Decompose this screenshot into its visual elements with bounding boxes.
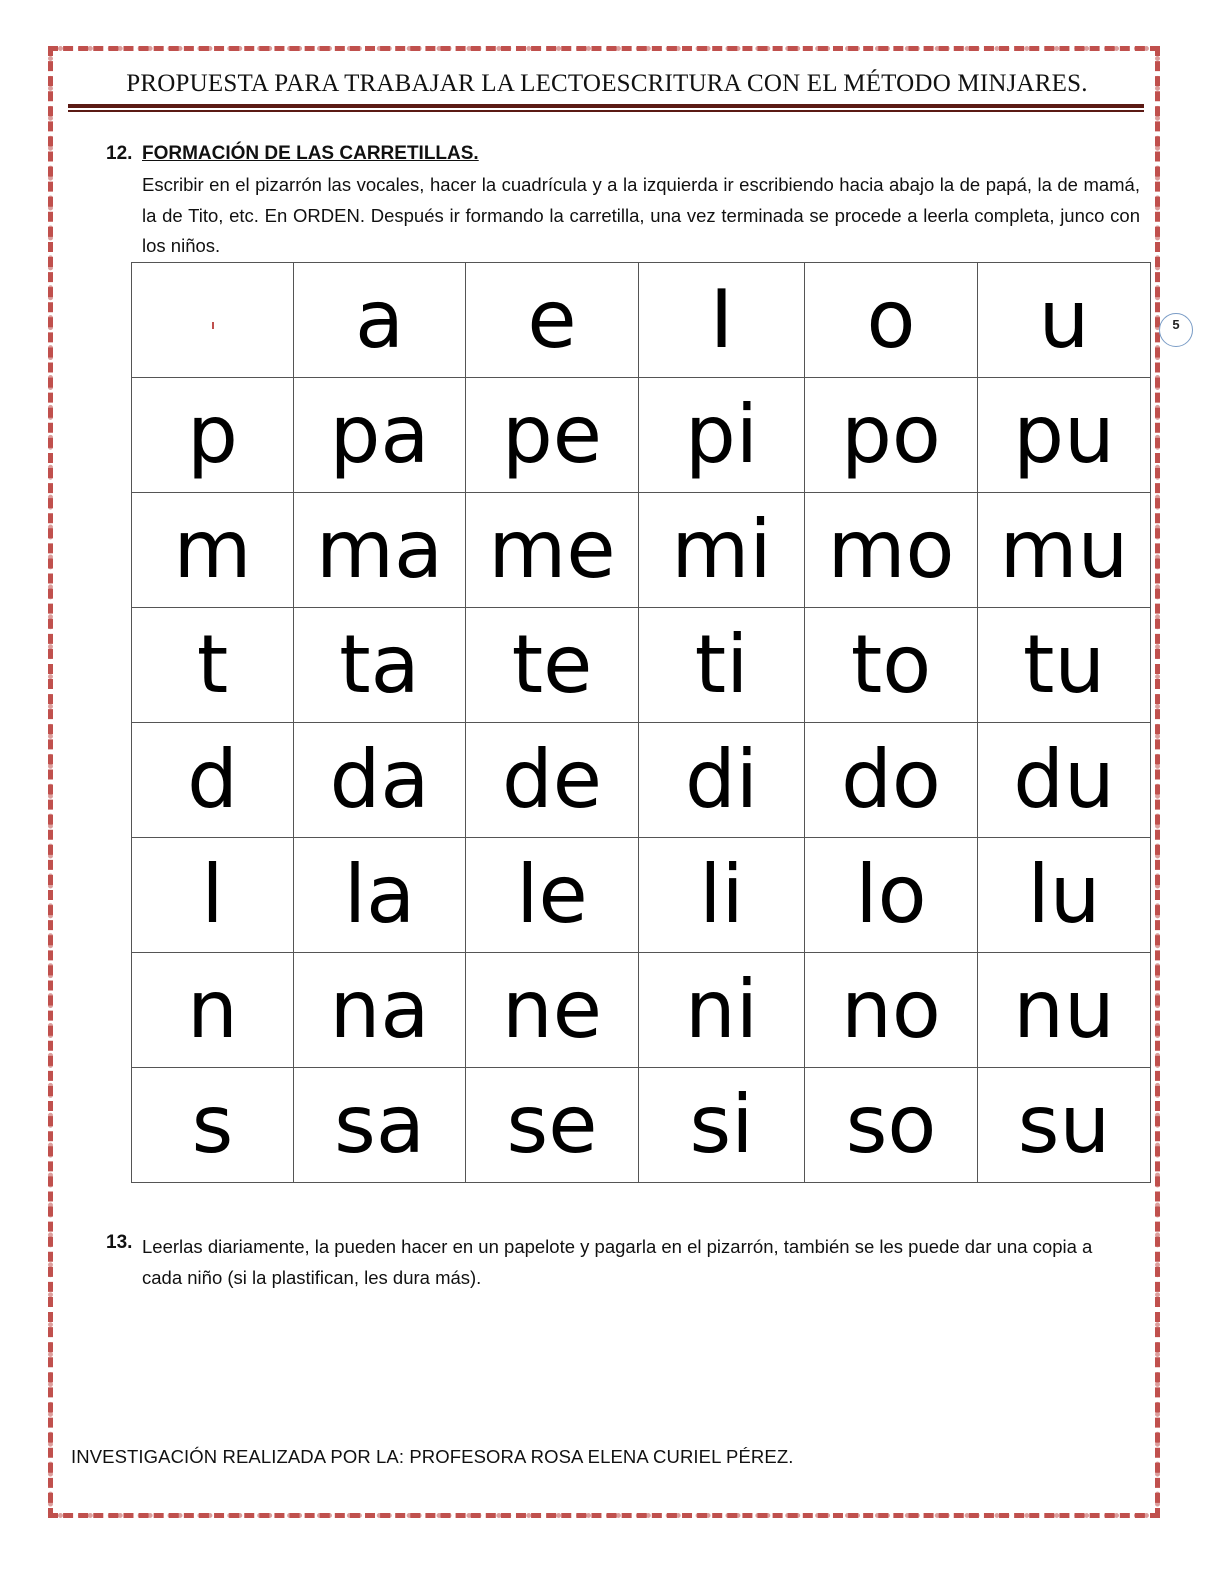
table-corner-cell <box>132 263 294 378</box>
section-12-body: Escribir en el pizarrón las vocales, hacer la cuadrícula y a la izquierda ir escribiendo hacia abajo la de papá, la de mamá, la de Tito, etc. En ORDEN. Después ir formando la carretilla, una vez terminada se procede a leerla completa, junco con los niños. <box>142 174 1140 256</box>
vowel-header-cell: o <box>805 263 978 378</box>
syllable-cell: da <box>294 723 466 838</box>
consonant-cell: p <box>132 378 294 493</box>
syllable-cell: no <box>805 953 978 1068</box>
table-row <box>132 378 1151 493</box>
syllable-cell: ni <box>639 953 805 1068</box>
syllable-cell: pu <box>978 378 1151 493</box>
consonant-cell: m <box>132 493 294 608</box>
table-row <box>132 953 1151 1068</box>
syllable-cell: do <box>805 723 978 838</box>
syllable-cell: la <box>294 838 466 953</box>
table-header-row <box>132 263 1151 378</box>
syllable-cell: mi <box>639 493 805 608</box>
section-12-heading: FORMACIÓN DE LAS CARRETILLAS. <box>142 143 479 164</box>
consonant-cell: d <box>132 723 294 838</box>
syllable-cell: du <box>978 723 1151 838</box>
section-12-number: 12. <box>106 143 133 164</box>
syllable-cell: ma <box>294 493 466 608</box>
table-row <box>132 608 1151 723</box>
syllable-cell: se <box>466 1068 639 1183</box>
table-row <box>132 723 1151 838</box>
header-rule-thin <box>68 110 1144 112</box>
header-rule <box>68 104 1144 108</box>
vowel-header-cell: I <box>639 263 805 378</box>
syllable-cell: mo <box>805 493 978 608</box>
syllable-cell: po <box>805 378 978 493</box>
footer-credit: INVESTIGACIÓN REALIZADA POR LA: PROFESORA ROSA ELENA CURIEL PÉREZ. <box>71 1446 794 1467</box>
table-row <box>132 838 1151 953</box>
syllable-cell: nu <box>978 953 1151 1068</box>
page-number-badge: 5 <box>1159 313 1193 347</box>
syllable-cell: li <box>639 838 805 953</box>
syllable-cell: si <box>639 1068 805 1183</box>
syllable-cell: so <box>805 1068 978 1183</box>
consonant-cell: n <box>132 953 294 1068</box>
syllable-cell: na <box>294 953 466 1068</box>
syllable-cell: pi <box>639 378 805 493</box>
syllable-table <box>131 262 1151 1183</box>
vowel-header-cell: e <box>466 263 639 378</box>
consonant-cell: t <box>132 608 294 723</box>
syllable-cell: di <box>639 723 805 838</box>
syllable-cell: tu <box>978 608 1151 723</box>
syllable-cell: lo <box>805 838 978 953</box>
section-13-number: 13. <box>106 1232 133 1253</box>
syllable-cell: mu <box>978 493 1151 608</box>
consonant-cell: s <box>132 1068 294 1183</box>
syllable-cell: le <box>466 838 639 953</box>
vowel-header-cell: a <box>294 263 466 378</box>
syllable-cell: sa <box>294 1068 466 1183</box>
syllable-cell: to <box>805 608 978 723</box>
syllable-cell: de <box>466 723 639 838</box>
syllable-cell: pe <box>466 378 639 493</box>
consonant-cell: l <box>132 838 294 953</box>
syllable-cell: pa <box>294 378 466 493</box>
syllable-cell: lu <box>978 838 1151 953</box>
corner-mark <box>212 322 214 329</box>
syllable-cell: ta <box>294 608 466 723</box>
syllable-cell: su <box>978 1068 1151 1183</box>
section-13-body: Leerlas diariamente, la pueden hacer en un papelote y pagarla en el pizarrón, también se les puede dar una copia a cada niño (si la plastifican, les dura más). <box>142 1236 1093 1288</box>
syllable-cell: ne <box>466 953 639 1068</box>
table-row <box>132 1068 1151 1183</box>
syllable-cell: ti <box>639 608 805 723</box>
vowel-header-cell: u <box>978 263 1151 378</box>
syllable-cell: me <box>466 493 639 608</box>
page-header-title: PROPUESTA PARA TRABAJAR LA LECTOESCRITURA CON EL MÉTODO MINJARES. <box>126 70 1088 97</box>
syllable-cell: te <box>466 608 639 723</box>
table-row <box>132 493 1151 608</box>
